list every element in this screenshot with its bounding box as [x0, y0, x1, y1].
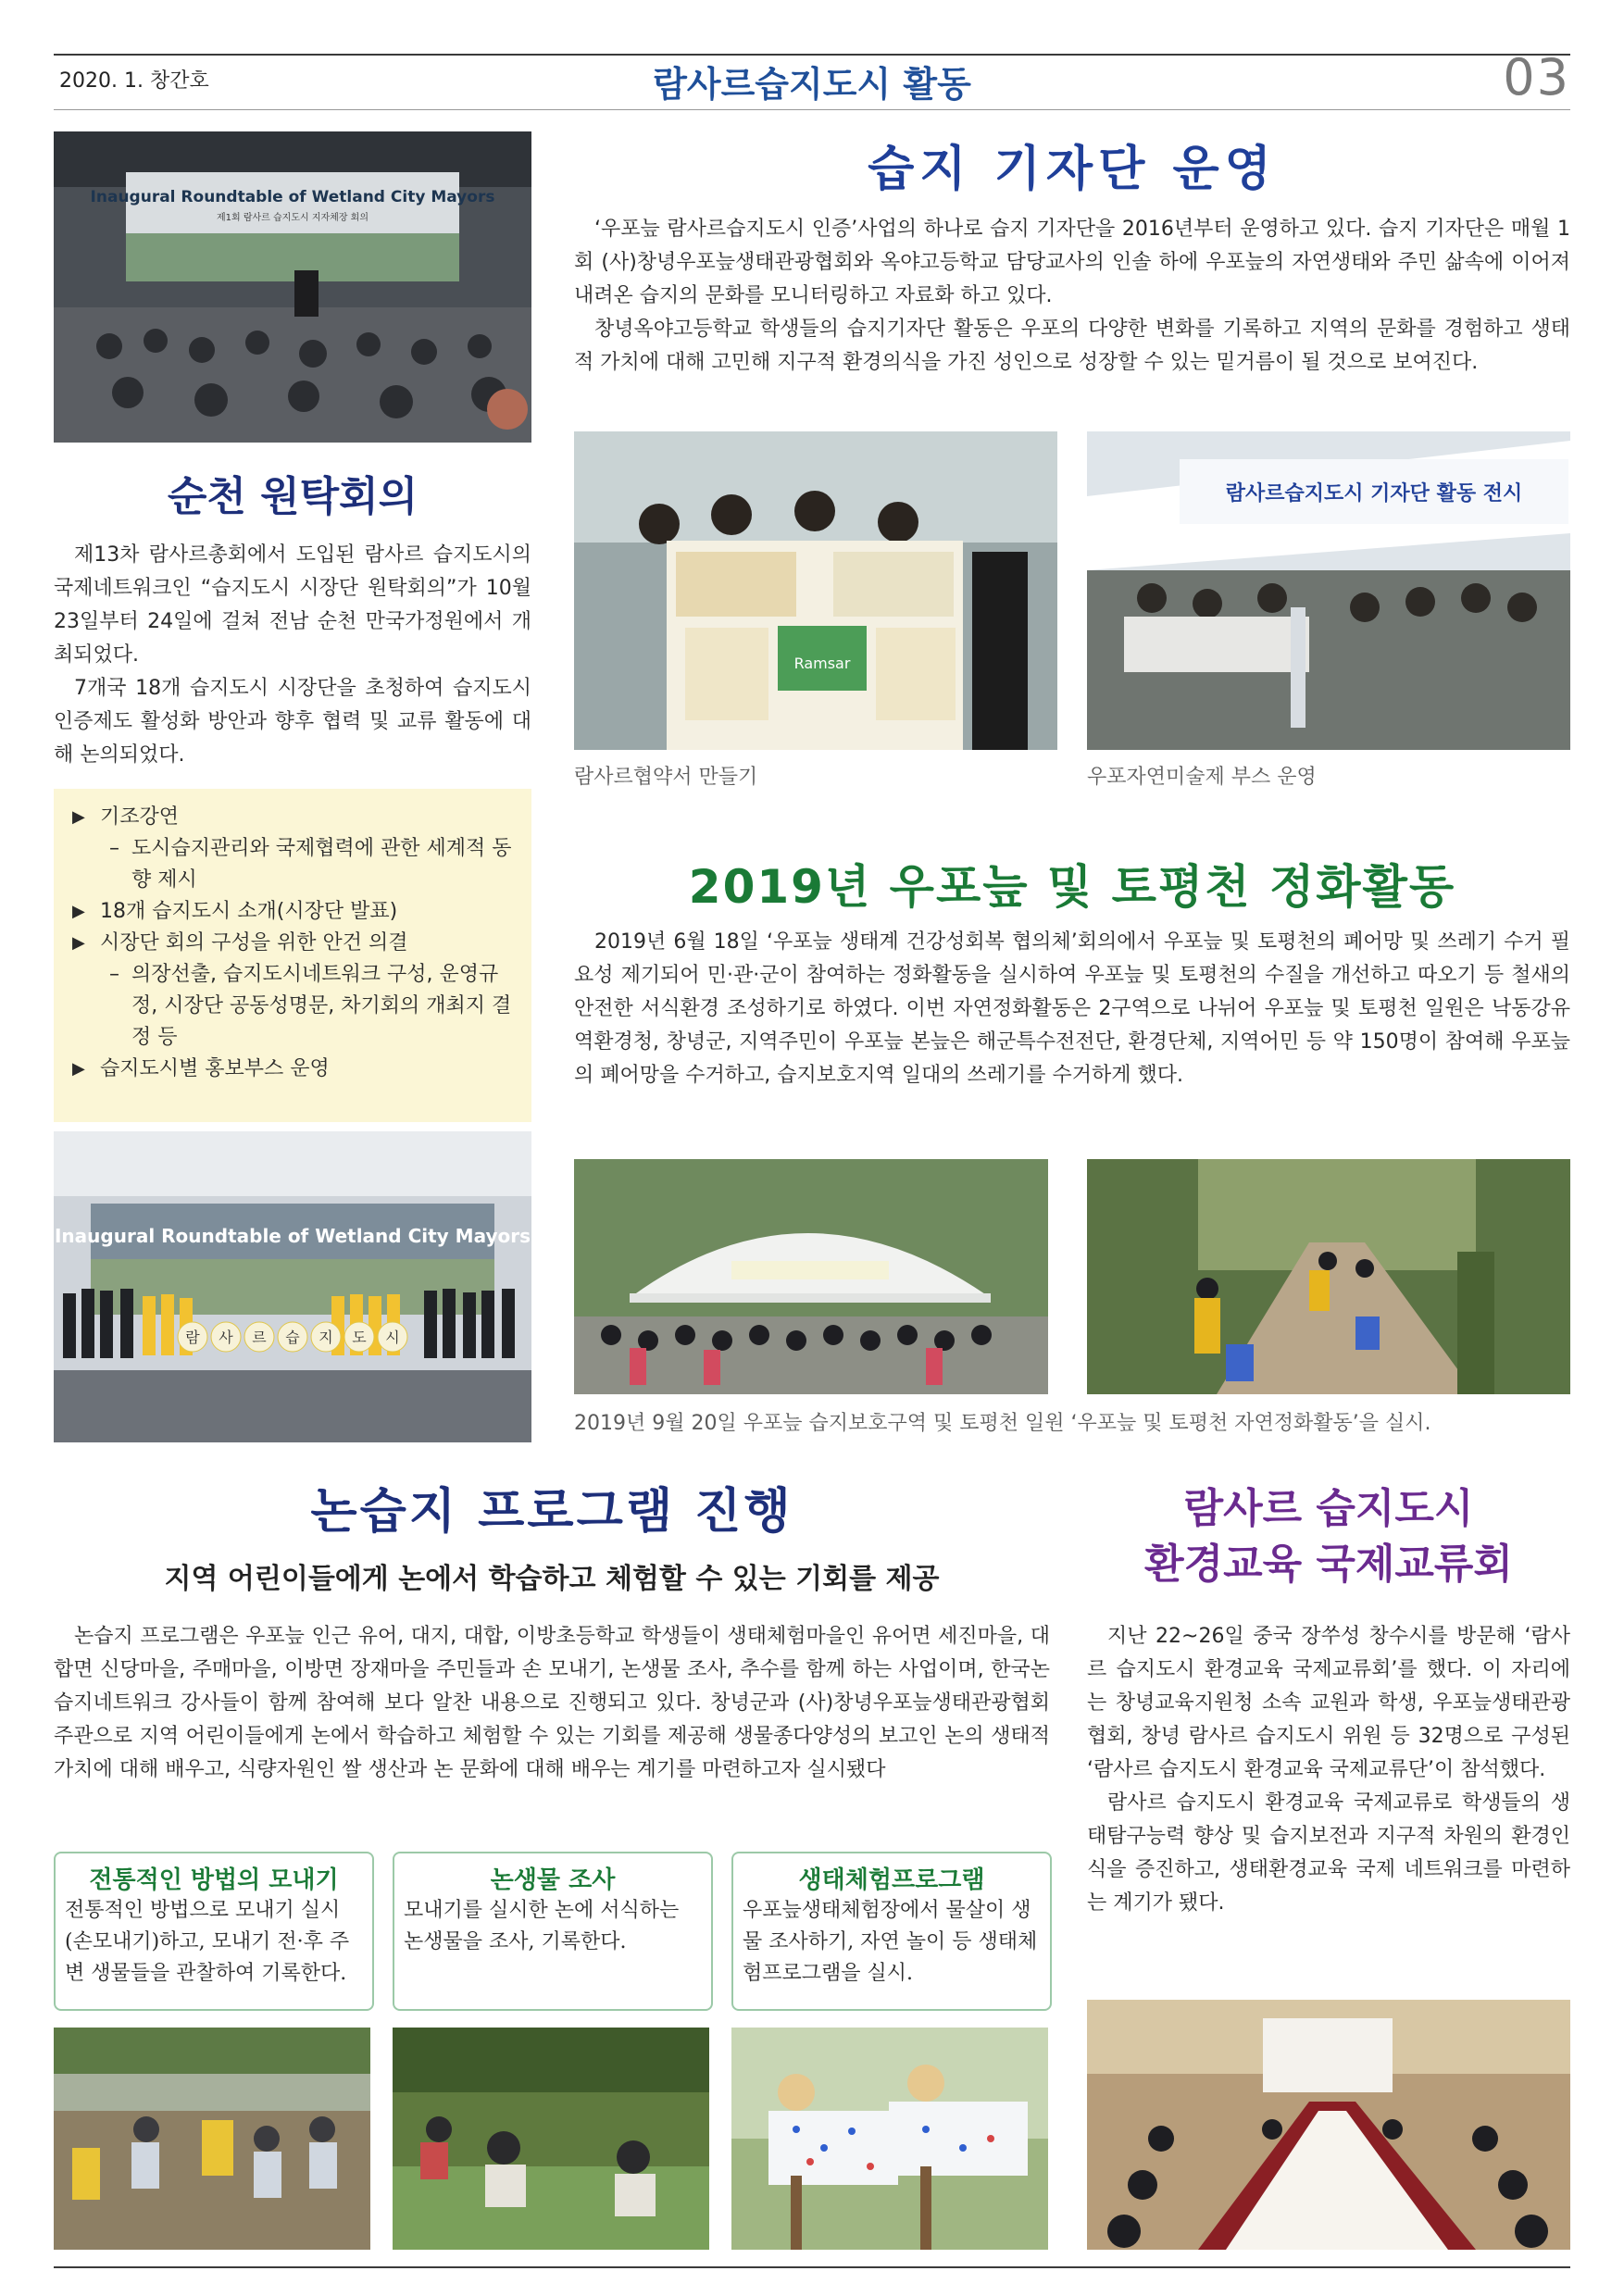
rice-program-body	[54, 1620, 1050, 1787]
program-card-text: 전통적인 방법으로 모내기 실시(손모내기)하고, 모내기 전·후 주변 생물들을 관찰하여 기록한다.	[65, 1899, 350, 1985]
letter-circle-text: 도	[352, 1329, 367, 1346]
suncheon-conference-photo	[54, 131, 531, 443]
agenda-box	[54, 789, 531, 1122]
cleanup-gathering-photo	[574, 1159, 1048, 1394]
program-card-transplanting	[54, 1852, 374, 2011]
program-card-title: 전통적인 방법의 모내기	[89, 1866, 339, 1894]
exchange-title-line2: 환경교육 국제교류회	[1144, 1541, 1513, 1588]
reporters-body	[574, 213, 1570, 380]
cleanup-title: 2019년 우포늪 및 토평천 정화활동	[688, 860, 1456, 914]
paragraph: 지난 22~26일 중국 장쑤성 창수시를 방문해 ‘람사르 습지도시 환경교육 국제교류회’를 했다. 이 자리에는 창녕교육지원청 소속 교원과 학생, 우포늪생태관광협회, 창녕 람사르 습지도시 위원 등 32명으로 구성된 ‘람사르 습지도시 환경교육 국제교류단’이 참석했다.	[1087, 1625, 1570, 1781]
letter-circle-text: 람	[185, 1329, 200, 1346]
agenda-item: ▶ 18개 습지도시 소개(시장단 발표)	[69, 896, 517, 928]
paddy-survey-photo	[393, 2028, 709, 2250]
ramsar-poster-caption: 람사르협약서 만들기	[574, 766, 758, 789]
suncheon-title: 순천 원탁회의	[167, 473, 418, 520]
rice-program-title: 논습지 프로그램 진행	[310, 1484, 793, 1540]
letter-circle-text: 사	[219, 1329, 233, 1346]
rice-program-subtitle: 지역 어린이들에게 논에서 학습하고 체험할 수 있는 기회를 제공	[164, 1563, 940, 1595]
exchange-title-line1: 람사르 습지도시	[1183, 1485, 1474, 1532]
exchange-meeting-photo	[1087, 2000, 1570, 2250]
banner-subtitle-text: 제1회 람사르 습지도시 지자체장 회의	[217, 213, 369, 223]
paragraph: ‘우포늪 람사르습지도시 인증’사업의 하나로 습지 기자단을 2016년부터 운영하고 있다. 습지 기자단은 매월 1회 (사)창녕우포늪생태관광협회와 옥야고등학교 담당교사의 인솔 하에 우포늪의 자연생태와 주민 삶속에 이어져 내려온 습지의 문화를 모니터링하고 자료화 하고 있다.	[574, 218, 1570, 307]
banner-title-text: Inaugural Roundtable of Wetland City Mayors	[90, 188, 495, 206]
letter-circle-text: 습	[285, 1329, 300, 1346]
agenda-subitem: – 의장선출, 습지도시네트워크 구성, 운영규정, 시장단 공동성명문, 차기회의 개최지 결정 등	[69, 959, 517, 1054]
suncheon-group-photo	[54, 1131, 531, 1442]
program-card-text: 모내기를 실시한 논에 서식하는 논생물을 조사, 기록한다.	[404, 1899, 680, 1953]
reporters-title: 습지 기자단 운영	[868, 142, 1277, 197]
program-card-eco-experience	[731, 1852, 1052, 2011]
booth-banner-text: 람사르습지도시 기자단 활동 전시	[1225, 482, 1523, 505]
poster-ramsar-text: Ramsar	[793, 655, 851, 672]
exchange-body	[1087, 1620, 1570, 1920]
agenda-list	[54, 789, 531, 1098]
paragraph: 7개국 18개 습지도시 시장단을 초청하여 습지도시 인증제도 활성화 방안과 향후 협력 및 교류 활동에 대해 논의되었다.	[54, 677, 531, 767]
agenda-item: ▶ 시장단 회의 구성을 위한 안건 의결	[69, 928, 517, 959]
paragraph: 논습지 프로그램은 우포늪 인근 유어, 대지, 대합, 이방초등학교 학생들이 생태체험마을인 유어면 세진마을, 대합면 신당마을, 주매마을, 이방면 장재마을 주민들과 손 모내기, 논생물 조사, 추수를 함께 하는 사업이며, 한국논습지네트워크 강사들이 함께 참여해 보다 알찬 내용으로 진행되고 있다. 창녕군과 (사)창녕우포늪생태관광협회 주관으로 지역 어린이들에게 논에서 학습하고 체험할 수 있는 기회를 제공해 생물종다양성의 보고인 논의 생태적 가치에 대해 배우고, 식량자원인 쌀 생산과 논 문화에 대해 배우는 계기를 마련하고자 실시됐다	[54, 1625, 1050, 1781]
footer-rule	[54, 2266, 1570, 2268]
program-card-title: 생태체험프로그램	[798, 1866, 985, 1894]
art-festival-booth-photo	[1087, 431, 1570, 750]
ramsar-poster-photo	[574, 431, 1057, 750]
agenda-item: ▶ 기조강연	[69, 802, 517, 833]
letter-circle-text: 르	[252, 1329, 267, 1346]
transplanting-photo	[54, 2028, 370, 2250]
cleanup-body	[574, 926, 1570, 1092]
paragraph: 람사르 습지도시 환경교육 국제교류로 학생들의 생태탐구능력 향상 및 습지보전과 지구적 차원의 환경인식을 증진하고, 생태환경교육 국제 네트워크를 마련하는 계기가 됐다.	[1087, 1791, 1570, 1915]
scarecrow-craft-photo	[731, 2028, 1048, 2250]
header-bottom-rule	[54, 109, 1570, 110]
program-card-title: 논생물 조사	[490, 1866, 616, 1894]
agenda-item: ▶ 습지도시별 홍보부스 운영	[69, 1054, 517, 1085]
cleanup-caption: 2019년 9월 20일 우포늪 습지보호구역 및 토평천 일원 ‘우포늪 및 토평천 자연정화활동’을 실시.	[574, 1412, 1431, 1435]
page-number: 03	[1503, 48, 1570, 106]
program-card-survey	[393, 1852, 713, 2011]
exchange-title	[1087, 1481, 1570, 1592]
issue-date: 2020. 1. 창간호	[59, 69, 209, 93]
paragraph: 제13차 람사르총회에서 도입된 람사르 습지도시의 국제네트워크인 “습지도시 시장단 원탁회의”가 10월 23일부터 24일에 걸쳐 전남 순천 만국가정원에서 개최되었다.	[54, 543, 531, 667]
banner-title-text: Inaugural Roundtable of Wetland City Mayors	[54, 1225, 531, 1247]
paragraph: 2019년 6월 18일 ‘우포늪 생태계 건강성회복 협의체’회의에서 우포늪 및 토평천의 폐어망 및 쓰레기 수거 필요성 제기되어 민·관·군이 참여하는 정화활동을 실시하여 우포늪 및 토평천의 수질을 개선하고 따오기 등 철새의 안전한 서식환경 조성하기로 하였다. 이번 자연정화활동은 2구역으로 나뉘어 우포늪 및 토평천 일원은 낙동강유역환경청, 창녕군, 지역주민이 우포늪 본늪은 해군특수전전단, 환경단체, 지역어민 등 약 150명이 참여해 우포늪의 폐어망을 수거하고, 습지보호지역 일대의 쓰레기를 수거하게 했다.	[574, 930, 1570, 1087]
paragraph: 창녕옥야고등학교 학생들의 습지기자단 활동은 우포의 다양한 변화를 기록하고 지역의 문화를 경험하고 생태적 가치에 대해 고민해 지구적 환경의식을 가진 성인으로 성장할 수 있는 밑거름이 될 것으로 보여진다.	[574, 318, 1570, 374]
letter-circle-text: 시	[385, 1329, 400, 1346]
section-title: 람사르습지도시 활동	[653, 64, 971, 105]
suncheon-body	[54, 539, 531, 772]
agenda-subitem: – 도시습지관리와 국제협력에 관한 세계적 동향 제시	[69, 833, 517, 896]
letter-circle-text: 지	[319, 1329, 333, 1346]
cleanup-trail-photo	[1087, 1159, 1570, 1394]
art-festival-booth-caption: 우포자연미술제 부스 운영	[1087, 766, 1317, 789]
program-card-text: 우포늪생태체험장에서 물살이 생물 조사하기, 자연 놀이 등 생태체험프로그램을 실시.	[743, 1899, 1038, 1985]
